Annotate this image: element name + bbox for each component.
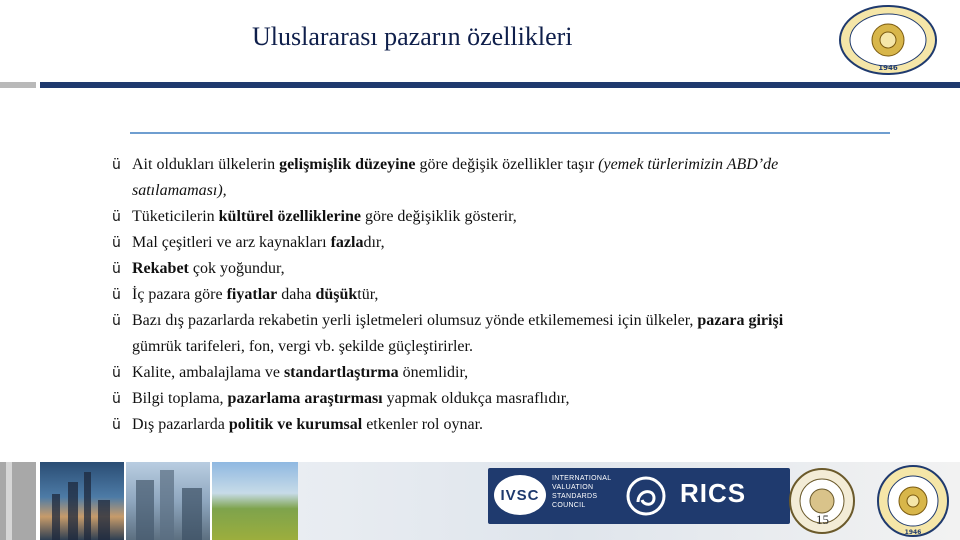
header-rule <box>40 82 960 88</box>
page-number: 15 <box>816 512 829 527</box>
check-icon: ü <box>112 235 121 251</box>
page-title: Uluslararası pazarın özellikleri <box>252 22 573 51</box>
ankara-universitesi-seal-icon <box>836 4 940 76</box>
footer-gray-stripe <box>6 462 12 540</box>
bullet-list <box>112 152 892 438</box>
check-icon: ü <box>112 313 121 329</box>
list-item: ü Tüketicilerin kültürel özelliklerine göre değişiklik gösterir, <box>112 204 892 230</box>
check-icon: ü <box>112 417 121 433</box>
check-icon: ü <box>112 209 121 225</box>
check-icon: ü <box>112 365 121 381</box>
office-towers-photo <box>126 462 210 540</box>
ivsc-logo: IVSC <box>494 475 546 515</box>
rics-logo: RICS <box>680 478 747 508</box>
city-skyline-photo <box>40 462 124 540</box>
check-icon: ü <box>112 287 121 303</box>
ivsc-full-name: INTERNATIONAL VALUATION STANDARDS COUNCIL <box>552 475 612 509</box>
list-item: ü Bilgi toplama, pazarlama araştırması yapmak oldukça masraflıdır, <box>112 386 892 412</box>
header-left-bar <box>0 82 36 88</box>
list-item: ü Dış pazarlarda politik ve kurumsal etkenler rol oynar. <box>112 412 892 438</box>
check-icon: ü <box>112 261 121 277</box>
svg-text:1946: 1946 <box>878 64 898 72</box>
list-item: ü Bazı dış pazarlarda rekabetin yerli işletmeleri olumsuz yönde etkilememesi için ülkeler, pazara girişi gümrük tarifeleri, fon, vergi vb. şekilde güçleştirirler. <box>112 308 892 360</box>
field-landscape-photo <box>212 462 298 540</box>
list-item: ü Rekabet çok yoğundur, <box>112 256 892 282</box>
rics-lion-icon <box>626 476 666 516</box>
check-icon: ü <box>112 157 121 173</box>
ankara-universitesi-seal-icon <box>876 464 950 538</box>
list-item: ü Mal çeşitleri ve arz kaynakları fazladır, <box>112 230 892 256</box>
list-item: ü Kalite, ambalajlama ve standartlaştırma önemlidir, <box>112 360 892 386</box>
list-item: ü İç pazara göre fiyatlar daha düşüktür, <box>112 282 892 308</box>
list-item: ü Ait oldukları ülkelerin gelişmişlik düzeyine göre değişik özellikler taşır (yemek türlerimizin ABD’de satılamaması), <box>112 152 892 204</box>
content-divider <box>130 132 890 134</box>
check-icon: ü <box>112 391 121 407</box>
svg-text:1946: 1946 <box>904 529 922 536</box>
